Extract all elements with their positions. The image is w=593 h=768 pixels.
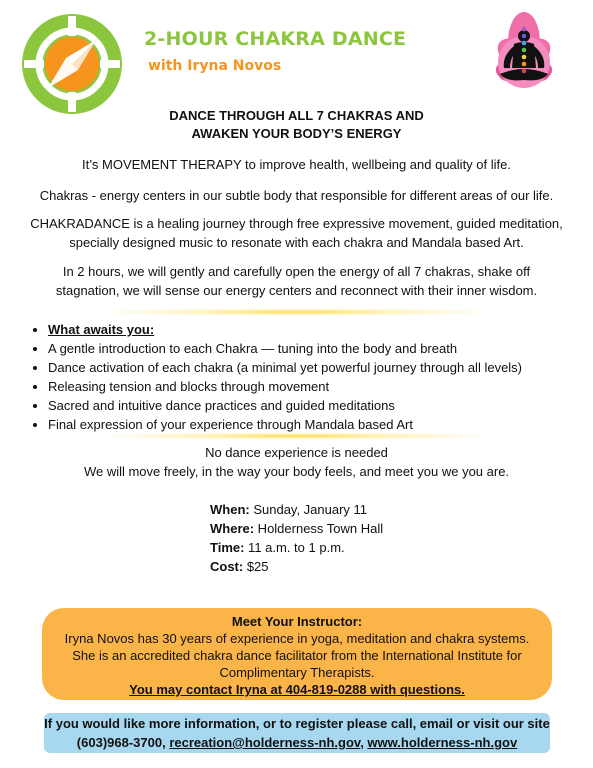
instructor-line-1: Iryna Novos has 30 years of experience in yoga, meditation and chakra systems. xyxy=(64,631,530,646)
detail-where xyxy=(210,519,383,538)
instructor-box xyxy=(42,608,552,700)
meditating-figure-lotus-icon xyxy=(470,12,578,112)
time-value: 11 a.m. to 1 p.m. xyxy=(244,540,345,555)
instructor-line-2: She is an accredited chakra dance facilitator from the International Institute for xyxy=(72,648,522,663)
email-link[interactable]: recreation@holderness-nh.gov xyxy=(169,735,361,750)
divider-glow xyxy=(90,308,503,316)
info-separator: , xyxy=(360,735,368,750)
list-item: • Final expression of your experience through Mandala based Art xyxy=(48,415,593,434)
detail-time xyxy=(210,538,383,557)
two-hours-paragraph xyxy=(0,262,593,300)
detail-cost xyxy=(210,557,383,576)
info-phone: (603)968-3700, xyxy=(76,735,170,750)
instructor-heading: Meet Your Instructor: xyxy=(231,614,363,629)
website-link[interactable]: www.holderness-nh.gov xyxy=(367,735,518,750)
compass-logo-icon xyxy=(20,12,124,116)
info-box xyxy=(44,713,550,753)
cost-label: Cost: xyxy=(210,559,244,574)
where-value: Holderness Town Hall xyxy=(254,521,384,536)
detail-when xyxy=(210,500,383,519)
list-item: • A gentle introduction to each Chakra — tuning into the body and breath xyxy=(48,339,593,358)
event-title: 2-HOUR CHAKRA DANCE xyxy=(144,28,407,50)
intro-paragraph: It’s MOVEMENT THERAPY to improve health, wellbeing and quality of life. xyxy=(82,157,511,172)
info-line-1: If you would like more information, or to register please call, email or visit our site xyxy=(44,716,550,731)
chakradance-paragraph xyxy=(0,214,593,252)
instructor-line-3: Complimentary Therapists. xyxy=(219,665,375,680)
chakradance-line-1: CHAKRADANCE is a healing journey through free expressive movement, guided meditation, xyxy=(30,216,563,231)
list-item: • Dance activation of each chakra (a minimal yet powerful journey through all levels) xyxy=(48,358,593,377)
when-value: Sunday, January 11 xyxy=(249,502,368,517)
where-label: Where: xyxy=(210,521,255,536)
event-details xyxy=(210,500,383,576)
closing-text xyxy=(0,443,593,481)
chakras-paragraph: Chakras - energy centers in our subtle body that responsible for different areas of our life. xyxy=(39,188,554,203)
info-line-2 xyxy=(44,733,550,752)
list-item: • Releasing tension and blocks through movement xyxy=(48,377,593,396)
headline xyxy=(0,107,593,143)
headline-line-1: DANCE THROUGH ALL 7 CHAKRAS AND xyxy=(169,108,424,123)
cost-value: $25 xyxy=(243,559,269,574)
event-subtitle: with Iryna Novos xyxy=(148,58,282,74)
bullet-heading: • What awaits you: xyxy=(48,320,593,339)
time-label: Time: xyxy=(210,540,245,555)
closing-line-2: We will move freely, in the way your body feels, and meet you we you are. xyxy=(83,464,510,479)
bullet-list xyxy=(22,320,593,434)
two-hours-line-1: In 2 hours, we will gently and carefully open the energy of all 7 chakras, shake off xyxy=(62,264,531,279)
two-hours-line-2: stagnation, we will sense our energy centers and reconnect with their inner wisdom. xyxy=(55,283,538,298)
when-label: When: xyxy=(210,502,250,517)
closing-line-1: No dance experience is needed xyxy=(205,445,388,460)
chakradance-line-2: specially designed music to resonate with each chakra and Mandala based Art. xyxy=(69,235,524,250)
divider-glow xyxy=(90,432,503,440)
instructor-contact: You may contact Iryna at 404-819-0288 with questions. xyxy=(129,682,465,697)
list-item: • Sacred and intuitive dance practices and guided meditations xyxy=(48,396,593,415)
headline-line-2: AWAKEN YOUR BODY’S ENERGY xyxy=(191,126,402,141)
